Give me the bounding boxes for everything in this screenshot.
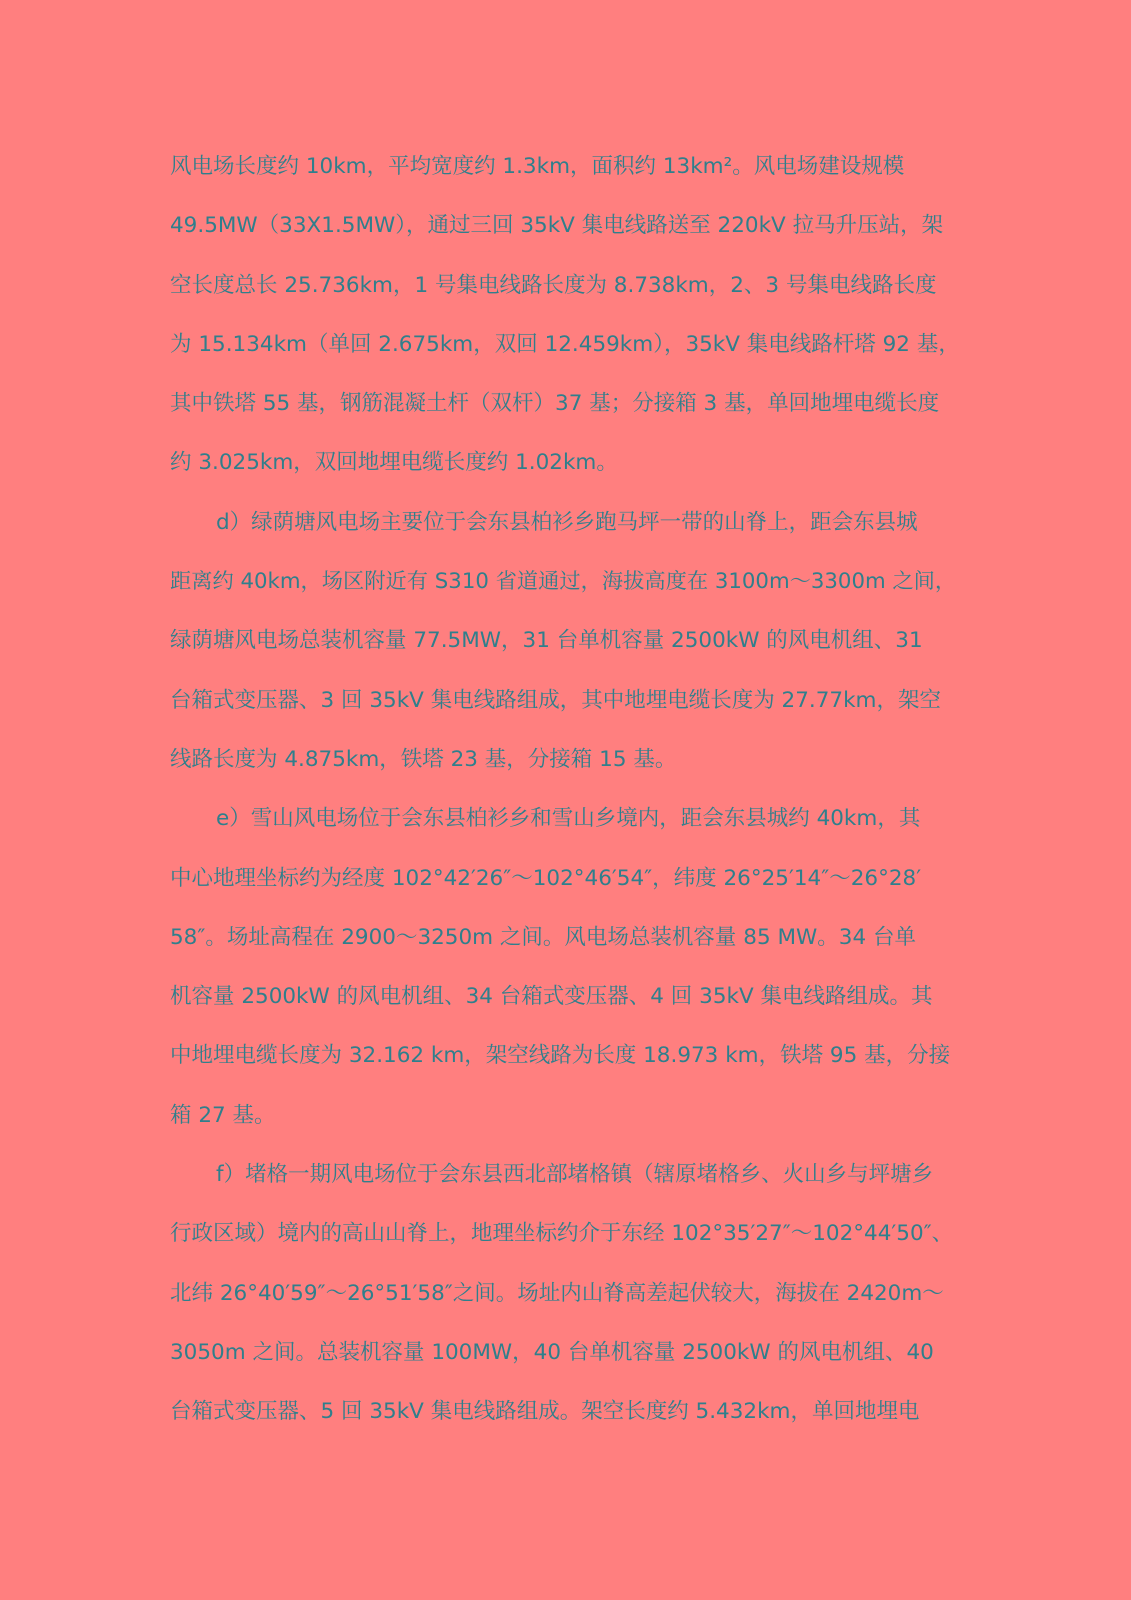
text-line: 北纬 26°40′59″～26°51′58″之间。场址内山脊高差起伏较大，海拔在 2420m～: [170, 1280, 944, 1306]
text-line: 约 3.025km，双回地埋电缆长度约 1.02km。: [170, 450, 618, 476]
text-line: 机容量 2500kW 的风电机组、34 台箱式变压器、4 回 35kV 集电线路组成。其: [170, 984, 933, 1010]
paragraph-1: [170, 137, 962, 493]
paragraph-2: [170, 493, 962, 789]
text-line: 3050m 之间。总装机容量 100MW，40 台单机容量 2500kW 的风电机组、40: [170, 1339, 934, 1365]
text-line: 58″。场址高程在 2900～3250m 之间。风电场总装机容量 85 MW。34 台单: [170, 924, 916, 950]
document-text: [170, 137, 962, 1442]
text-line: 线路长度为 4.875km，铁塔 23 基，分接箱 15 基。: [170, 746, 677, 772]
text-line: 距离约 40km，场区附近有 S310 省道通过，海拔高度在 3100m～3300m 之间，: [170, 569, 957, 595]
text-line: 风电场长度约 10km，平均宽度约 1.3km，面积约 13km²。风电场建设规模: [170, 154, 905, 179]
text-line: 空长度总长 25.736km，1 号集电线路长度为 8.738km，2、3 号集电线路长度: [170, 272, 937, 298]
text-line: e）雪山风电场位于会东县柏衫乡和雪山乡境内，距会东县城约 40km，其: [216, 806, 921, 832]
text-line: 中地埋电缆长度为 32.162 km，架空线路为长度 18.973 km，铁塔 95 基，分接: [170, 1043, 951, 1069]
text-line: 行政区域）境内的高山山脊上，地理坐标约介于东经 102°35′27″～102°44′50″、: [170, 1221, 954, 1247]
text-line: d）绿荫塘风电场主要位于会东县柏衫乡跑马坪一带的山脊上，距会东县城: [216, 509, 918, 535]
text-line: f）堵格一期风电场位于会东县西北部堵格镇（辖原堵格乡、火山乡与坪塘乡: [216, 1162, 934, 1188]
paragraph-3: [170, 789, 962, 1145]
paragraph-4: [170, 1145, 962, 1441]
text-line: 中心地理坐标约为经度 102°42′26″～102°46′54″，纬度 26°25′14″～26°28′: [170, 865, 922, 891]
text-line: 绿荫塘风电场总装机容量 77.5MW，31 台单机容量 2500kW 的风电机组、31: [170, 628, 923, 654]
text-line: 台箱式变压器、5 回 35kV 集电线路组成。架空长度约 5.432km，单回地埋电: [170, 1399, 920, 1425]
text-line: 49.5MW（33X1.5MW），通过三回 35kV 集电线路送至 220kV 拉马升压站，架: [170, 213, 944, 239]
text-line: 为 15.134km（单回 2.675km，双回 12.459km），35kV 集电线路杆塔 92 基，: [170, 331, 960, 357]
text-line: 箱 27 基。: [170, 1102, 276, 1128]
text-line: 其中铁塔 55 基，钢筋混凝土杆（双杆）37 基；分接箱 3 基，单回地埋电缆长度: [170, 391, 940, 417]
text-line: 台箱式变压器、3 回 35kV 集电线路组成，其中地埋电缆长度为 27.77km，架空: [170, 687, 941, 713]
